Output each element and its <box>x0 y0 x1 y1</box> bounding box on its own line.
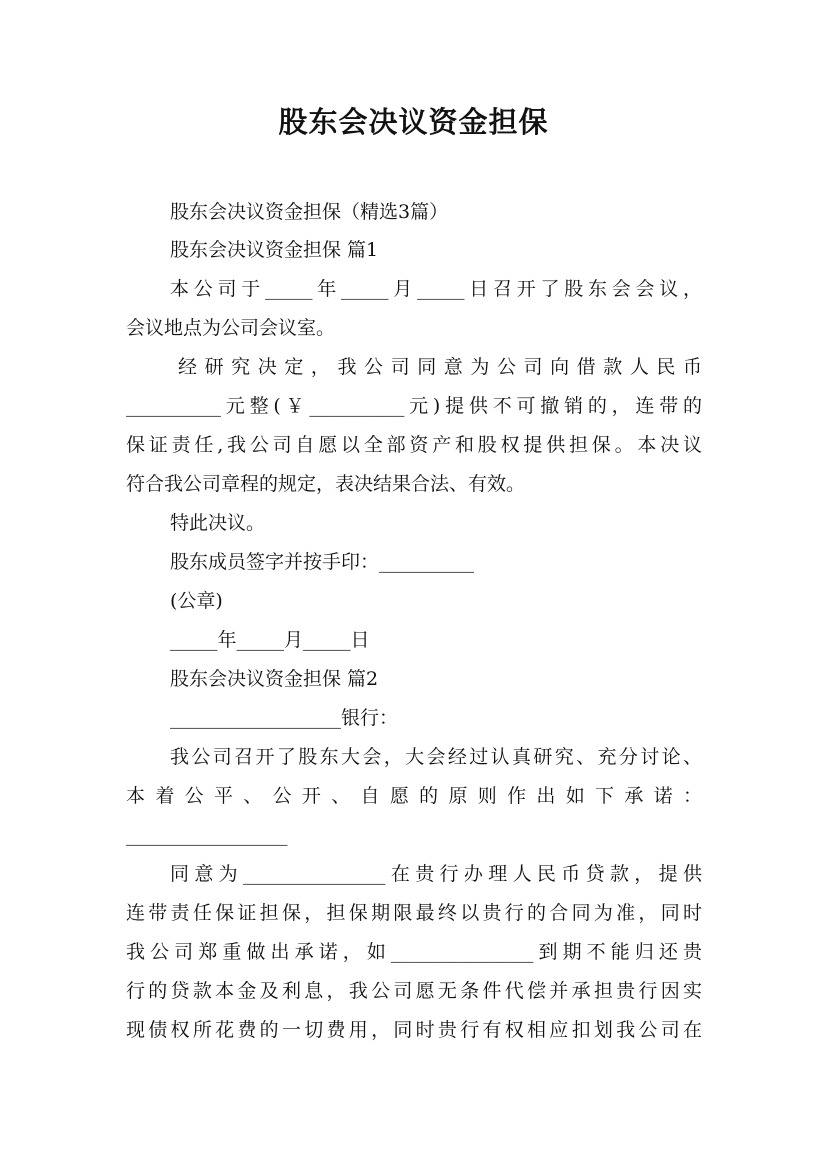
paragraph-line: __________元整(￥__________元)提供不可撤销的，连带的 <box>126 395 702 417</box>
paragraph-line: 同意为_______________在贵行办理人民币贷款，提供 <box>170 863 702 885</box>
paragraph-line: 经研究决定，我公司同意为公司向借款人民币 <box>178 356 702 378</box>
paragraph-line: 特此决议。 <box>170 512 266 534</box>
bank-addressee: __________________银行： <box>170 707 399 729</box>
paragraph-line: 本着公平、公开、自愿的原则作出如下承诺： <box>126 785 702 807</box>
paragraph-line: _________________ <box>126 824 288 846</box>
section-heading-2: 股东会决议资金担保 篇2 <box>170 668 379 690</box>
paragraph-line: 会议地点为公司会议室。 <box>126 317 336 339</box>
paragraph-line: 本公司于_____年_____月_____日召开了股东会会议， <box>170 278 702 300</box>
paragraph-line: 行的贷款本金及利息，我公司愿无条件代偿并承担贵行因实 <box>126 980 702 1002</box>
paragraph-line: 现债权所花费的一切费用，同时贵行有权相应扣划我公司在 <box>126 1019 702 1041</box>
document-title: 股东会决议资金担保 <box>278 105 549 139</box>
date-line: _____年_____月_____日 <box>170 629 370 651</box>
seal-label: (公章) <box>170 590 223 612</box>
section-heading-1: 股东会决议资金担保 篇1 <box>170 239 379 261</box>
paragraph-line: 我公司召开了股东大会，大会经过认真研究、充分讨论、 <box>170 746 702 768</box>
signature-line: 股东成员签字并按手印：__________ <box>170 551 475 573</box>
paragraph-line: 我公司郑重做出承诺，如_______________到期不能归还贵 <box>126 941 702 963</box>
paragraph-line: 符合我公司章程的规定，表决结果合法、有效。 <box>126 473 526 495</box>
subtitle-selection: 股东会决议资金担保（精选3篇） <box>170 201 449 223</box>
paragraph-line: 连带责任保证担保，担保期限最终以贵行的合同为准，同时 <box>126 902 702 924</box>
paragraph-line: 保证责任,我公司自愿以全部资产和股权提供担保。本决议 <box>126 434 702 456</box>
